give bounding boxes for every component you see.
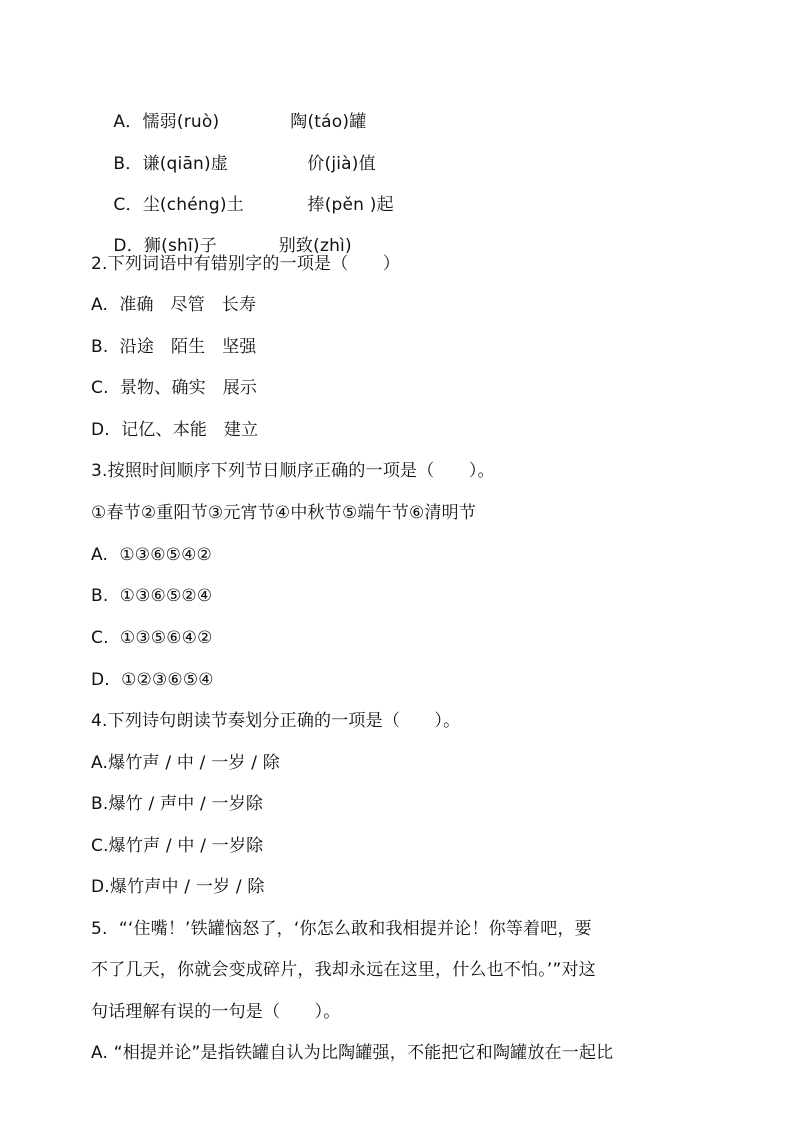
q4-option-d: D.爆竹声中 / 一岁 / 除 bbox=[91, 877, 265, 897]
q2-stem: 2.下列词语中有错别字的一项是（ ） bbox=[91, 254, 401, 274]
q2-option-d: D. 记亿、本能 建立 bbox=[91, 420, 259, 440]
q3-option-d: D. ①②③⑥⑤④ bbox=[91, 670, 214, 690]
q4-stem: 4.下列诗句朗读节奏划分正确的一项是（ ）。 bbox=[91, 711, 461, 731]
q3-option-b: B. ①③⑥⑤②④ bbox=[91, 586, 213, 606]
q1-word-2: 陶(táo)罐 bbox=[290, 112, 367, 132]
q3-stem: 3.按照时间顺序下列节日顺序正确的一项是（ ）。 bbox=[91, 461, 495, 481]
q1-word-1: ．尘(chéng)土 bbox=[125, 195, 244, 215]
q4-option-b: B.爆竹 / 声中 / 一岁除 bbox=[91, 794, 264, 814]
q1-word-1: ．懦弱(ruò) bbox=[125, 112, 220, 132]
q3-festival-list: ①春节②重阳节③元宵节④中秋节⑤端午节⑥清明节 bbox=[91, 503, 477, 523]
q2-option-c: C. 景物、确实 展示 bbox=[91, 378, 258, 398]
q1-word-2: 捧(pěn )起 bbox=[307, 195, 394, 215]
q1-word-2: 价(jià)值 bbox=[307, 154, 376, 174]
q4-option-c: C.爆竹声 / 中 / 一岁除 bbox=[91, 836, 264, 856]
q2-option-b: B. 沿途 陌生 坚强 bbox=[91, 337, 257, 357]
q4-option-a: A.爆竹声 / 中 / 一岁 / 除 bbox=[91, 753, 280, 773]
q2-option-a: A. 准确 尽管 长寿 bbox=[91, 295, 257, 315]
q1-word-2: 别致(zhì) bbox=[278, 236, 352, 256]
option-letter: C bbox=[113, 195, 126, 215]
option-letter: D bbox=[113, 236, 127, 256]
q5-stem-line-2: 不了几天，你就会变成碎片，我却永远在这里，什么也不怕。’”对这 bbox=[91, 960, 596, 980]
q3-option-a: A. ①③⑥⑤④② bbox=[91, 545, 212, 565]
q5-stem-line-1: 5. “‘住嘴！’铁罐恼怒了，‘你怎么敢和我相提并论！你等着吧，要 bbox=[91, 919, 592, 939]
q3-option-c: C. ①③⑤⑥④② bbox=[91, 628, 213, 648]
q1-word-1: ．谦(qiān)虚 bbox=[125, 154, 229, 174]
option-letter: B bbox=[113, 154, 126, 174]
option-letter: A bbox=[113, 112, 126, 132]
q5-option-a: A. “相提并论”是指铁罐自认为比陶罐强，不能把它和陶罐放在一起比 bbox=[91, 1043, 614, 1063]
q5-stem-line-3: 句话理解有误的一句是（ ）。 bbox=[91, 1002, 341, 1022]
q1-word-1: ．狮(shī)子 bbox=[126, 236, 217, 256]
